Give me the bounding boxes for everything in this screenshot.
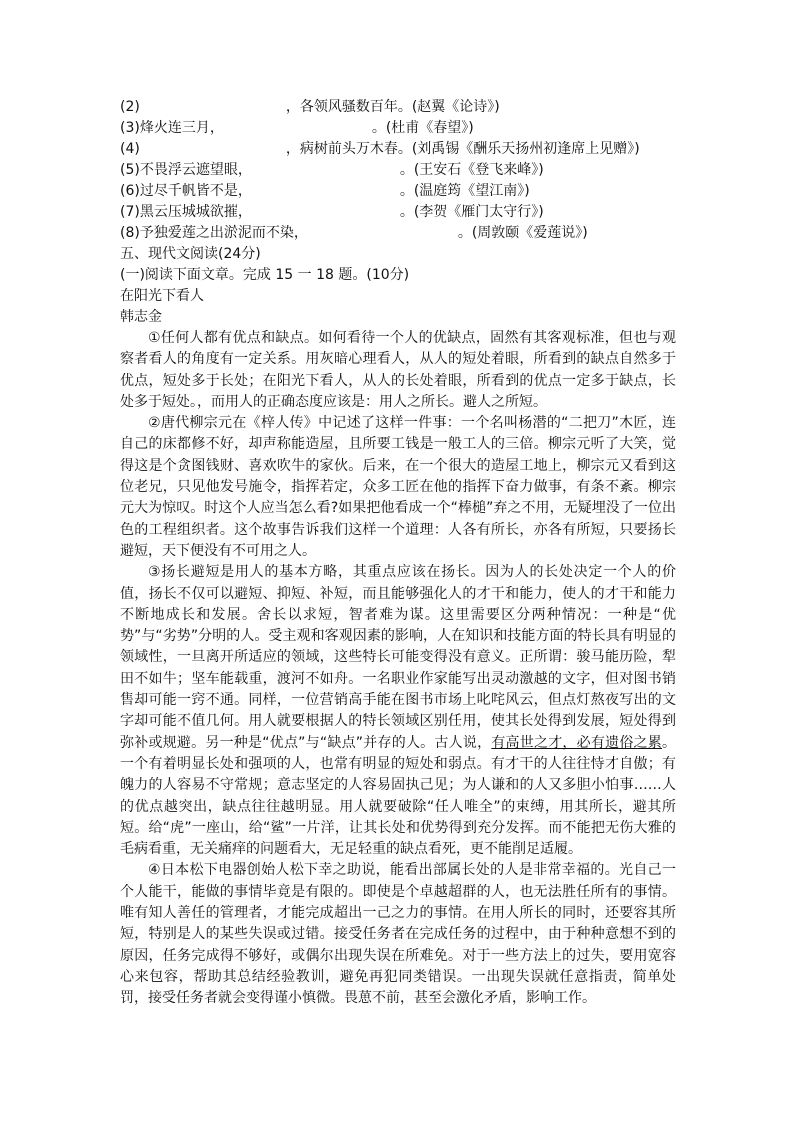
poem-line-4 [120,139,676,160]
paragraph-2: ②唐代柳宗元在《梓人传》中记述了这样一件事：一个名叫杨潜的“二把刀”木匠，连自己的床都修不好，却声称能造屋，且所要工钱是一般工人的三倍。柳宗元听了大笑，觉得这是个贪图钱财、喜欢吹牛的家伙。后来，在一个很大的造屋工地上，柳宗元又看到这位老兄，只见他发号施令，指挥若定，众多工匠在他的指挥下奋力做事，有条不紊。柳宗元大为惊叹。时这个人应当怎么看?如果把他看成一个“棒槌”弃之不用，无疑埋没了一位出色的工程组织者。这个故事告诉我们这样一个道理：人各有所长，亦各有所短，只要扬长避短，天下便没有不可用之人。 [120,415,676,559]
paragraph-3-part-a: ③扬长避短是用人的基本方略，其重点应该在扬长。因为人的长处决定一个人的价值，扬长不仅可以避短、抑短、补短，而且能够强化人的才干和能力，使人的才干和能力不断地成长和发展。舍长以求短，智者难为谋。这里需要区分两种情况：一种是“优势”与“劣势”分明的人。受主观和客观因素的影响，人在知识和技能方面的特长具有明显的领域性，一旦离开所适应的领域，这些特长可能变得没有意义。正所谓：骏马能历险，犁田不如牛；坚车能载重，渡河不如舟。一名职业作家能写出灵动激越的文字，但对图书销售却可能一窍不通。同样，一位营销高手能在图书市场上叱咤风云，但点灯熬夜写出的文字却可能不值几何。用人就要根据人的特长领域区别任用，使其长处得到发展，短处得到弥补或规避。另一种是“优点”与“缺点”并存的人。古人说， [120,564,676,751]
poem-line-3-prefix: (3)烽火连三月， [120,120,224,136]
article-title: 在阳光下看人 [120,288,204,304]
paragraph-3-part-b: 。一个有着明显长处和强项的人，也常有明显的短处和弱点。有才干的人往往恃才自傲；有魄力的人容易不守常规；意志坚定的人容易固执己见；为人谦和的人又多胆小怕事……人的优点越突出，缺点往往越明显。用人就要破除“任人唯全”的束缚，用其所长，避其所短。给“虎”一座山，给“鲨”一片洋，让其长处和优势得到充分发挥。而不能把无伤大雅的毛病看重，无关痛痒的问题看大，无足轻重的缺点看死，更不能削足适履。 [120,734,677,858]
poem-line-5-prefix: (5)不畏浮云遮望眼， [120,162,252,178]
poem-line-6-suffix: 。(温庭筠《望江南》) [399,183,530,199]
poem-line-5 [120,160,676,181]
poem-line-2-prefix: (2) [120,99,140,115]
section-subheading: (一)阅读下面文章。完成 15 一 18 题。(10分) [120,267,410,283]
poem-line-2-suffix: ，各领风骚数百年。(赵翼《论诗》) [285,99,500,115]
paragraph-4: ④日本松下电器创始人松下幸之助说，能看出部属长处的人是非常幸福的。光自己一个人能干，能做的事情毕竟是有限的。即使是个卓越超群的人，也无法胜任所有的事情。唯有知人善任的管理者，才能完成超出一己之力的事情。在用人所长的同时，还要容其所短，特别是人的某些失误或过错。接受任务者在完成任务的过程中，由于种种意想不到的原因，任务完成得不够好，或偶尔出现失误在所难免。对于一些方法上的过失，要用宽容心来包容，帮助其总结经验教训，避免再犯同类错误。一出现失误就任意指责，简单处罚，接受任务者就会变得谨小慎微。畏葸不前，甚至会激化矛盾，影响工作。 [120,862,676,1007]
underlined-quote: 有高世之才，必有遗俗之累 [491,734,663,751]
poem-line-7-prefix: (7)黑云压城城欲摧， [120,204,252,220]
poem-line-7-suffix: 。(李贺《雁门太守行》) [399,204,544,220]
poem-line-8 [120,223,676,244]
section-heading: 五、现代文阅读(24分) [120,246,261,262]
poem-line-4-prefix: (4) [120,141,140,157]
paragraph-3 [120,562,676,860]
poem-line-2 [120,97,676,118]
article-author: 韩志金 [120,309,162,325]
poem-line-8-suffix: 。(周敦颐《爱莲说》) [457,225,588,241]
paragraph-1: ①任何人都有优点和缺点。如何看待一个人的优缺点，固然有其客观标准，但也与观察者看人的角度有一定关系。用灰暗心理看人，从人的短处着眼，所看到的缺点自然多于优点，短处多于长处；在阳光下看人，从人的长处着眼，所看到的优点一定多于缺点，长处多于短处。，而用人的正确态度应该是：用人之所长。避人之所短。 [120,330,676,410]
poem-line-6 [120,181,676,202]
poem-line-6-prefix: (6)过尽千帆皆不是， [120,183,252,199]
document-content [120,97,676,1010]
poem-line-3 [120,118,676,139]
poem-line-7 [120,202,676,223]
poem-line-8-prefix: (8)予独爱莲之出淤泥而不染， [120,225,308,241]
poem-line-3-suffix: 。(杜甫《春望》) [371,120,474,136]
poem-line-4-suffix: ，病树前头万木春。(刘禹锡《酬乐天扬州初逢席上见赠》) [285,141,640,157]
poem-line-5-suffix: 。(王安石《登飞来峰》) [399,162,544,178]
